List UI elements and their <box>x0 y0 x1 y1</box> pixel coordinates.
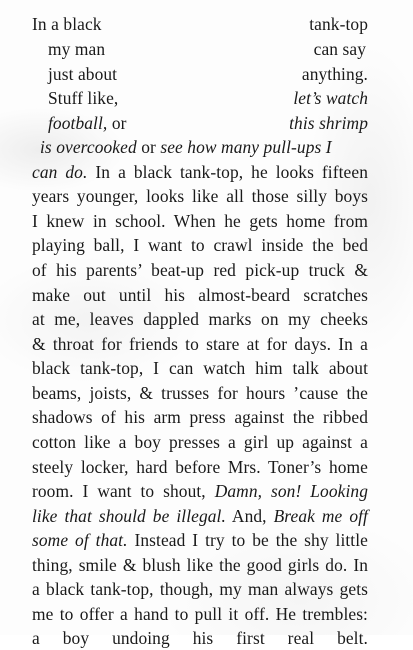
poem-line-12: make out until his almost-beard scratches <box>32 285 368 305</box>
poem-line-17: shadows of his arm press against the ribbed <box>32 407 368 427</box>
poem-line-6-c: see how many pull-ups I <box>160 137 332 157</box>
poem-line-6 <box>40 135 332 159</box>
poem-line-24: a black tank-top, though, my man always gets <box>32 579 368 599</box>
poem-line-23: thing, smile & blush like the good girls do. In <box>32 555 368 575</box>
poem-line-1-left: In a black <box>32 14 102 34</box>
poem-line-25: me to offer a hand to pull it off. He trembles: <box>32 604 368 624</box>
poem-line-11: of his parents’ beat-up red pick-up truck & <box>32 260 368 280</box>
poem-line-21 <box>32 504 368 528</box>
poem-line-22-b: Instead I try to be the shy little <box>134 530 368 550</box>
poem-line-10: playing ball, I want to crawl inside the bed <box>32 235 368 255</box>
poem-line-21-b: And, <box>231 506 267 526</box>
poem-line-5-left <box>48 111 127 135</box>
poem-line-4-right: let’s watch <box>293 88 368 108</box>
poem-line-6-a: is overcooked <box>40 137 137 157</box>
poem-line-15: black tank-top, I can watch him talk about <box>32 358 368 378</box>
poem-line-18: cotton like a boy presses a girl up against a <box>32 432 368 452</box>
poem-line-21-a: like that should be illegal. <box>32 506 226 526</box>
poem-line-7-a: can do. <box>32 162 88 182</box>
poem-line-14: & throat for friends to stare at for days. In a <box>32 334 368 354</box>
poem-line-5-or: or <box>111 113 127 133</box>
poem-line-2-left: my man <box>48 39 106 59</box>
poem-line-5-right: this shrimp <box>289 113 368 133</box>
poem-line-3-left: just about <box>48 64 118 84</box>
poem-line-4-left: Stuff like, <box>48 88 119 108</box>
poem-line-2-right: can say <box>313 39 366 59</box>
poem-line-9: I knew in school. When he gets home from <box>32 211 368 231</box>
poem-line-8: years younger, looks like all those silly boys <box>32 186 368 206</box>
poem-line-3-right: anything. <box>301 64 368 84</box>
poem-line-20 <box>32 479 368 503</box>
poem-line-19: steely locker, hard before Mrs. Toner’s home <box>32 457 368 477</box>
poem-line-22 <box>32 528 368 552</box>
poem-line-5-italic: football, <box>48 113 108 133</box>
poem-line-26: a boy undoing his first real belt. <box>32 628 368 648</box>
poem-line-16: beams, joists, & trusses for hours ’cause the <box>32 383 368 403</box>
poem-line-20-a: room. I want to shout, <box>32 481 206 501</box>
poem-line-22-a: some of that. <box>32 530 128 550</box>
poem-line-21-c: Break me off <box>273 506 368 526</box>
poem-line-7-b: In a black tank-top, he looks fifteen <box>95 162 368 182</box>
poem-line-13: at me, leaves dappled marks on my cheeks <box>32 309 368 329</box>
poem-line-6-b: or <box>141 137 156 157</box>
poem-line-7 <box>32 160 368 184</box>
poem-line-1-right: tank-top <box>309 14 368 34</box>
poem-line-20-b: Damn, son! Looking <box>214 481 368 501</box>
